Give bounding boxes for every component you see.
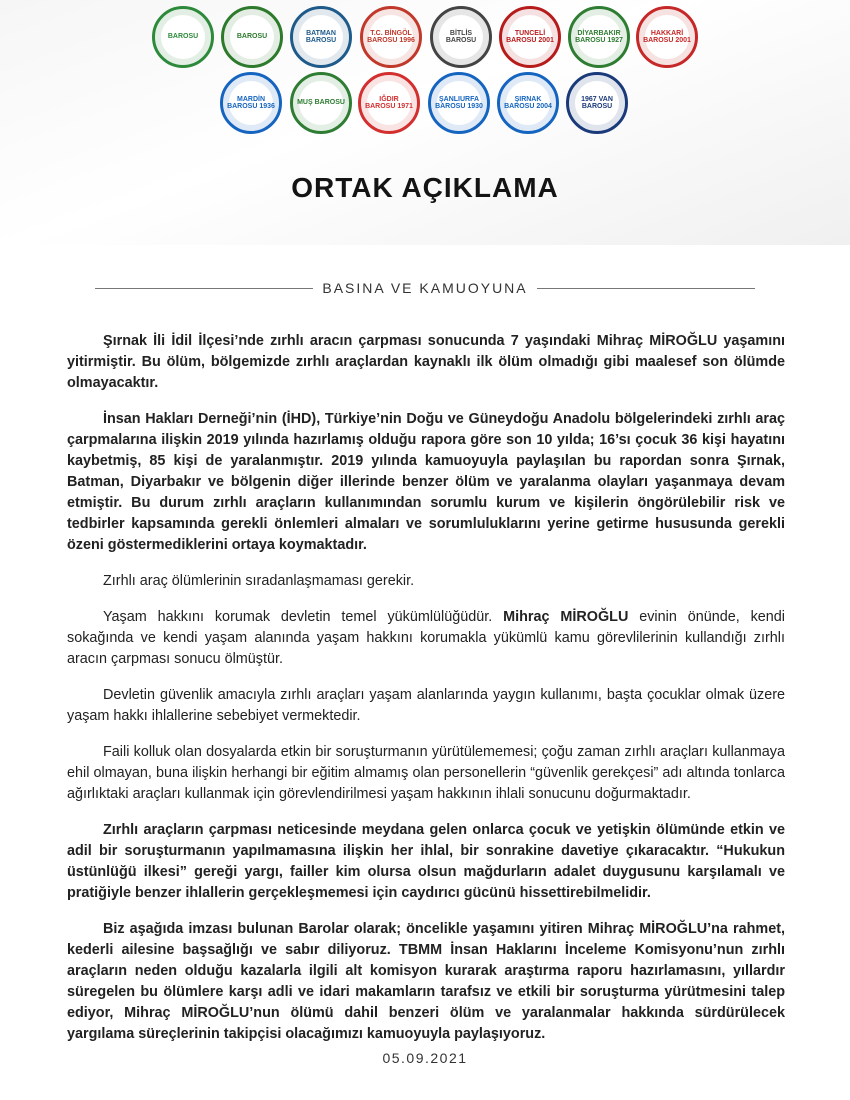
paragraph-4-name: Mihraç MİROĞLU bbox=[503, 609, 629, 625]
diyarbakir-barosu-logo: DİYARBAKIR BAROSU 1927 bbox=[568, 6, 630, 68]
subheading-left-rule bbox=[95, 288, 313, 289]
van-barosu-logo: 1967 VAN BAROSU bbox=[566, 72, 628, 134]
mardin-barosu-logo: MARDİN BAROSU 1936 bbox=[220, 72, 282, 134]
subheading-row bbox=[95, 278, 755, 298]
sanliurfa-barosu-logo: ŞANLIURFA BAROSU 1930 bbox=[428, 72, 490, 134]
sirnak-barosu-logo: ŞIRNAK BAROSU 2004 bbox=[497, 72, 559, 134]
bar-logo-1: BAROSU bbox=[152, 6, 214, 68]
paragraph-7: Zırhlı araçların çarpması neticesinde meydana gelen onlarca çocuk ve yetişkin ölümünde etkin ve adil bir soruşturmanın yapılmamasına ilişkin her ihlal, bir sonrakine davetiye çıkaracaktır. “Hukukun üstünlüğü ilkesi” gereği yargı, failler kim olursa olsun mağdurların adalet duygusunu karşılamalı ve pratiğiyle benzer ihlallerin gerçekleşmemesi için caydırıcı gücünü hissettirebilmelidir. bbox=[67, 822, 785, 901]
paragraph-1: Şırnak İli İdil İlçesi’nde zırhlı aracın çarpması sonucunda 7 yaşındaki Mihraç MİROĞLU yaşamını yitirmiştir. Bu ölüm, bölgemizde zırhlı araçlardan kaynaklı ilk ölüm olmadığı gibi maalesef son ölümde olmayacaktır. bbox=[67, 333, 785, 391]
bar-logo-2: BAROSU bbox=[221, 6, 283, 68]
tunceli-barosu-logo: TUNCELİ BAROSU 2001 bbox=[499, 6, 561, 68]
paragraph-5: Devletin güvenlik amacıyla zırhlı araçları yaşam alanlarında yaygın kullanımı, başta çocuklar olmak üzere yaşam hakkı ihlallerine sebebiyet vermektedir. bbox=[67, 687, 785, 724]
statement-body bbox=[67, 331, 785, 1060]
hakkari-barosu-logo: HAKKARİ BAROSU 2001 bbox=[636, 6, 698, 68]
paragraph-6: Faili kolluk olan dosyalarda etkin bir soruşturmanın yürütülememesi; çoğu zaman zırhlı araçları kullanmaya ehil olmayan, buna ilişkin herhangi bir eğitim almamış olan personellerin “güvenlik gerekçesi” adı altında tonlarca ağırlıktaki araçları kullanmak için görevlendirilmesi yaşam hakkının ihlali sonucunu doğurmaktadır. bbox=[67, 744, 785, 802]
bar-association-logos bbox=[0, 0, 850, 140]
bingol-barosu-logo: T.C. BİNGÖL BAROSU 1996 bbox=[360, 6, 422, 68]
paragraph-4-lead: Yaşam hakkını korumak devletin temel yükümlülüğüdür. bbox=[103, 609, 504, 625]
subheading: BASINA VE KAMUOYUNA bbox=[322, 280, 528, 296]
paragraph-4 bbox=[67, 607, 785, 670]
bitlis-barosu-logo: BİTLİS BAROSU bbox=[430, 6, 492, 68]
mus-barosu-logo: MUŞ BAROSU bbox=[290, 72, 352, 134]
subheading-right-rule bbox=[537, 288, 755, 289]
statement-date: 05.09.2021 bbox=[382, 1050, 468, 1066]
batman-barosu-logo: BATMAN BAROSU bbox=[290, 6, 352, 68]
paragraph-3: Zırhlı araç ölümlerinin sıradanlaşmaması gerekir. bbox=[103, 573, 415, 589]
paragraph-8: Biz aşağıda imzası bulunan Barolar olarak; öncelikle yaşamını yitiren Mihraç MİROĞLU’na rahmet, kederli ailesine başsağlığı ve sabır diliyoruz. TBMM İnsan Haklarını İnceleme Komisyonu’nun zırhlı araçların neden olduğu kazalarla ilgili alt komisyon kurarak araştırma raporu hazırlamasını, yıllardır süregelen bu ölümlere karşı adli ve idari makamların tarafsız ve etkili bir soruşturma yürütmesini talep ediyor, Mihraç MİROĞLU’nun ölümü dahil benzeri ölüm ve yaralanmalar hakkında sürdürülecek yargılama süreçlerinin takipçisi olacağımızı kamuoyuyla paylaşıyoruz. bbox=[67, 921, 785, 1042]
paragraph-4-tail: evinin önünde, kendi sokağında ve kendi yaşam alanında yaşam hakkını korumakla yükümlü kamu görevlilerinin kullandığı zırhlı aracın çarpması sonucu ölmüştür. bbox=[67, 609, 786, 667]
paragraph-2: İnsan Hakları Derneği’nin (İHD), Türkiye’nin Doğu ve Güneydoğu Anadolu bölgelerindeki zırhlı araç çarpmalarına ilişkin 2019 yılında hazırlamış olduğu rapora göre son 10 yılda; 16’sı çocuk 36 kişi hayatını kaybetmiş, 85 kişi de yaralanmıştır. 2019 yılında kamuoyuyla paylaşılan bu rapordan sonra Şırnak, Batman, Diyarbakır ve bölgenin diğer illerinde benzer ölüm ve yaralanma olayları yaşanmaya devam etmiştir. Bu durum zırhlı araçların kullanımından sorumlu kurum ve kişilerin öngörülebilir risk ve tedbirler kapsamında gerekli önlemleri almaları ve sorumluluklarını yerine getirme hususunda gerekli özeni göstermediklerini ortaya koymaktadır. bbox=[67, 411, 785, 553]
igdir-barosu-logo: IĞDIR BAROSU 1971 bbox=[358, 72, 420, 134]
page-title: ORTAK AÇIKLAMA bbox=[291, 172, 559, 203]
